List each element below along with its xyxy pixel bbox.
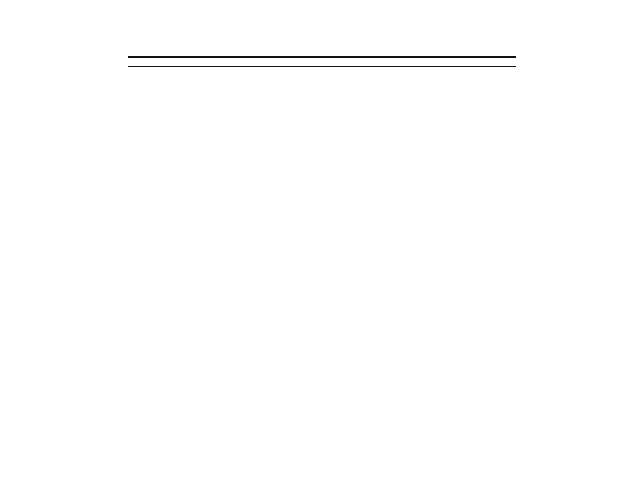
table-body [128,58,516,67]
table-row [128,62,516,67]
strain-rate-cell-t1 [183,62,294,67]
strain-rate-cell-t3 [405,62,516,67]
creep-data-table-wrapper [128,56,516,67]
question-list [18,330,638,357]
creep-data-table [128,56,516,67]
stress-cell [128,62,183,67]
strain-rate-cell-t2 [294,62,405,67]
